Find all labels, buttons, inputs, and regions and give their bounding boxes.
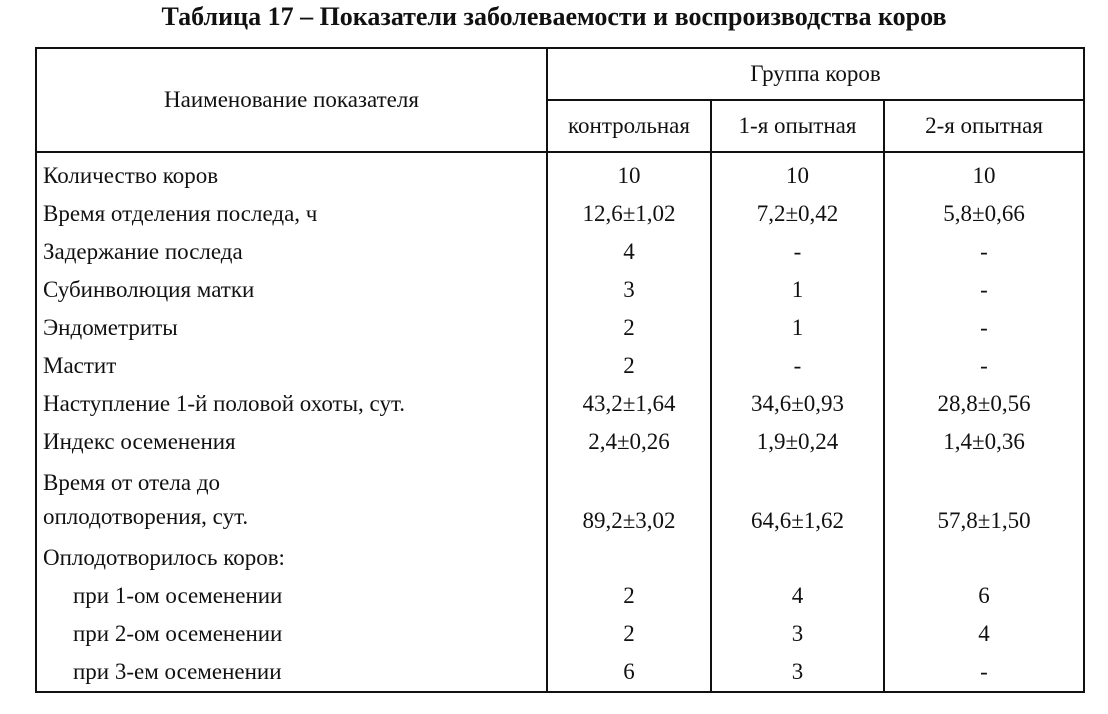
cell-experimental-2: - xyxy=(884,233,1084,271)
cell-control: 2 xyxy=(547,615,711,653)
row-label: Индекс осеменения xyxy=(36,423,547,461)
cell-experimental-1: 7,2±0,42 xyxy=(711,195,884,233)
cell-control: 2 xyxy=(547,577,711,615)
row-label: Наступление 1-й половой охоты, сут. xyxy=(36,385,547,423)
table-row xyxy=(36,271,1084,309)
table-row xyxy=(36,577,1084,615)
table-row xyxy=(36,195,1084,233)
column-header-experimental-1: 1-я опытная xyxy=(711,100,884,152)
cell-experimental-1: 64,6±1,62 xyxy=(711,461,884,539)
row-label: Задержание последа xyxy=(36,233,547,271)
cell-experimental-1: 4 xyxy=(711,577,884,615)
table-row xyxy=(36,152,1084,195)
row-label-line-2: оплодотворения, сут. xyxy=(43,504,249,529)
cell-experimental-2: 5,8±0,66 xyxy=(884,195,1084,233)
cell-experimental-2: 28,8±0,56 xyxy=(884,385,1084,423)
cell-experimental-2: - xyxy=(884,653,1084,692)
table-row xyxy=(36,385,1084,423)
row-label: при 3-ем осеменении xyxy=(36,653,547,692)
cell-experimental-1: 10 xyxy=(711,152,884,195)
table-row xyxy=(36,615,1084,653)
row-label: Оплодотворилось коров: xyxy=(36,539,547,577)
cell-experimental-2: 4 xyxy=(884,615,1084,653)
column-header-indicator: Наименование показателя xyxy=(36,48,547,152)
cell-experimental-1: 1,9±0,24 xyxy=(711,423,884,461)
row-label xyxy=(36,461,547,539)
cell-experimental-1 xyxy=(711,539,884,577)
table-row xyxy=(36,233,1084,271)
column-header-group: Группа коров xyxy=(547,48,1084,100)
row-label: при 1-ом осеменении xyxy=(36,577,547,615)
cell-control: 89,2±3,02 xyxy=(547,461,711,539)
cell-control: 43,2±1,64 xyxy=(547,385,711,423)
cell-control: 6 xyxy=(547,653,711,692)
table-row xyxy=(36,539,1084,577)
cell-experimental-1: 1 xyxy=(711,271,884,309)
cell-control xyxy=(547,539,711,577)
cell-control: 4 xyxy=(547,233,711,271)
cell-control: 3 xyxy=(547,271,711,309)
morbidity-table xyxy=(35,47,1085,693)
table-row xyxy=(36,309,1084,347)
table-row xyxy=(36,653,1084,692)
cell-control: 10 xyxy=(547,152,711,195)
row-label: Эндометриты xyxy=(36,309,547,347)
cell-experimental-2: 57,8±1,50 xyxy=(884,461,1084,539)
table-row xyxy=(36,461,1084,539)
cell-experimental-2: - xyxy=(884,271,1084,309)
cell-experimental-1: 3 xyxy=(711,615,884,653)
column-header-control: контрольная xyxy=(547,100,711,152)
cell-experimental-1: - xyxy=(711,347,884,385)
row-label: Время отделения последа, ч xyxy=(36,195,547,233)
row-label: Субинволюция матки xyxy=(36,271,547,309)
cell-experimental-1: 3 xyxy=(711,653,884,692)
row-label: Мастит xyxy=(36,347,547,385)
row-label: при 2-ом осеменении xyxy=(36,615,547,653)
cell-experimental-2: 10 xyxy=(884,152,1084,195)
cell-control: 2 xyxy=(547,347,711,385)
cell-experimental-2 xyxy=(884,539,1084,577)
row-label: Количество коров xyxy=(36,152,547,195)
cell-experimental-2: - xyxy=(884,347,1084,385)
table-row xyxy=(36,423,1084,461)
cell-control: 2 xyxy=(547,309,711,347)
cell-experimental-1: 1 xyxy=(711,309,884,347)
cell-experimental-1: 34,6±0,93 xyxy=(711,385,884,423)
table-row xyxy=(36,347,1084,385)
cell-experimental-2: 6 xyxy=(884,577,1084,615)
cell-experimental-1: - xyxy=(711,233,884,271)
cell-experimental-2: 1,4±0,36 xyxy=(884,423,1084,461)
cell-experimental-2: - xyxy=(884,309,1084,347)
table-caption: Таблица 17 – Показатели заболеваемости и воспроизводства коров xyxy=(161,2,947,31)
cell-control: 12,6±1,02 xyxy=(547,195,711,233)
cell-control: 2,4±0,26 xyxy=(547,423,711,461)
column-header-experimental-2: 2-я опытная xyxy=(884,100,1084,152)
row-label-line-1: Время от отела до xyxy=(43,470,221,495)
